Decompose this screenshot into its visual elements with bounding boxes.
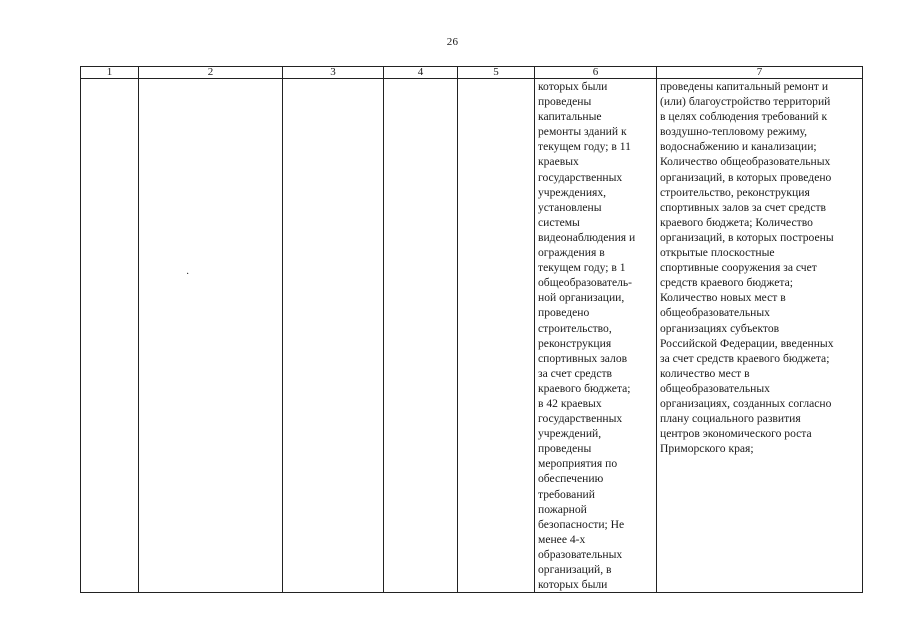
- column-header-3: 3: [283, 67, 384, 79]
- stray-mark: ·: [186, 269, 190, 280]
- table-cell-col5: [458, 79, 535, 593]
- table-cell-col2: [139, 79, 283, 593]
- table-cell-col1: [81, 79, 139, 593]
- table-header-row: [81, 67, 863, 79]
- column-header-4: 4: [384, 67, 458, 79]
- column-header-7: 7: [657, 67, 863, 79]
- column-header-6: 6: [535, 67, 657, 79]
- table-cell-col3: [283, 79, 384, 593]
- table-cell-col6: которых были проведены капитальные ремонты зданий к текущем году; в 11 краевых государственных учреждениях, установлены системы видеонаблюдения и ограждения в текущем году; в 1 общеобразователь- ной организации, проведено строительство, реконструкция спортивных залов за счет средств краевого бюджета; в 42 краевых государственных учреждений, проведены мероприятия по обеспечению требований пожарной безопасности; Не менее 4-х образовательных организаций, в которых были: [535, 79, 657, 593]
- table-cell-col7: проведены капитальный ремонт и (или) благоустройство территорий в целях соблюдения требований к воздушно-тепловому режиму, водоснабжению и канализации; Количество общеобразовательных организаций, в которых проведено строительство, реконструкция спортивных залов за счет средств краевого бюджета; Количество организаций, в которых построены открытые плоскостные спортивные сооружения за счет средств краевого бюджета; Количество новых мест в общеобразовательных организациях субъектов Российской Федерации, введенных за счет средств краевого бюджета; количество мест в общеобразовательных организациях, созданных согласно плану социального развития центров экономического роста Приморского края;: [657, 79, 863, 593]
- column-header-5: 5: [458, 67, 535, 79]
- document-table: [80, 66, 863, 593]
- page-number: 26: [446, 36, 459, 48]
- column-header-2: 2: [139, 67, 283, 79]
- table-cell-col4: [384, 79, 458, 593]
- table-row: [81, 79, 863, 593]
- column-header-1: 1: [81, 67, 139, 79]
